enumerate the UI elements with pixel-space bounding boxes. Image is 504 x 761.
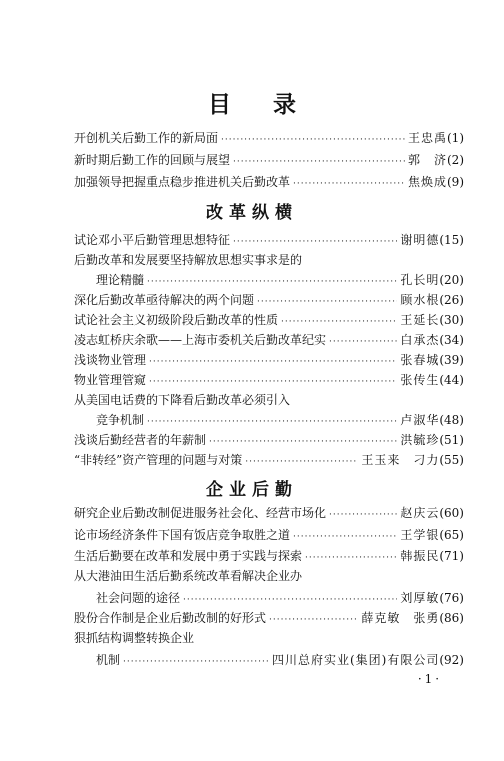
toc-entry-title: 浅谈物业管理 xyxy=(74,353,147,367)
toc-entry-page: (86) xyxy=(439,611,464,625)
toc-entry[interactable] xyxy=(74,310,464,330)
toc-entry-title-line[interactable]: 从大港油田生活后勤系统改革看解决企业办 xyxy=(74,569,303,583)
dot-leader xyxy=(269,610,358,630)
toc-entry[interactable] xyxy=(74,430,464,450)
toc-entry[interactable] xyxy=(74,503,464,523)
page-number: ·1· xyxy=(417,672,443,686)
toc-entry-title: 研究企业后勤改制促进服务社会化、经营市场化 xyxy=(74,506,327,520)
toc-entry-author: 焦焕成 xyxy=(407,175,447,189)
toc-entry-continuation[interactable] xyxy=(96,650,464,670)
toc-entry-title: 深化后勤改革亟待解决的两个问题 xyxy=(74,293,255,307)
toc-entry-continuation[interactable] xyxy=(96,410,464,430)
toc-entry-continuation[interactable] xyxy=(96,270,464,290)
toc-entry-author: 赵庆云 xyxy=(400,506,440,520)
toc-entry[interactable] xyxy=(74,150,464,170)
toc-entry[interactable] xyxy=(74,608,464,628)
toc-entry-title: 新时期后勤工作的回顾与展望 xyxy=(74,153,231,167)
dot-leader xyxy=(329,505,397,525)
section-title-reform: 改革纵横 xyxy=(206,203,298,223)
toc-entry-title: 机制 xyxy=(96,653,121,667)
toc-entry-page: (30) xyxy=(439,313,464,327)
toc-entry-page: (44) xyxy=(439,373,464,387)
dot-leader xyxy=(293,174,405,194)
toc-entry-continuation[interactable] xyxy=(96,588,464,608)
toc-entry-page: (71) xyxy=(439,549,464,563)
toc-entry-author: 顾水根 xyxy=(400,293,440,307)
dot-leader xyxy=(281,312,397,332)
toc-entry-title-line[interactable]: 狠抓结构调整转换企业 xyxy=(74,631,195,645)
dot-leader xyxy=(245,452,358,472)
toc-entry-title: “非转经”资产管理的问题与对策 xyxy=(74,453,243,467)
toc-entry[interactable] xyxy=(74,370,464,390)
toc-entry-title: 理论精髓 xyxy=(96,273,145,287)
page-title-char-2: 录 xyxy=(273,91,296,118)
dot-leader xyxy=(149,352,397,372)
toc-entry[interactable] xyxy=(74,290,464,310)
dot-leader xyxy=(257,292,397,312)
toc-entry[interactable] xyxy=(74,350,464,370)
toc-entry[interactable] xyxy=(74,230,464,250)
toc-entry-page: (51) xyxy=(439,433,464,447)
toc-entry-title: 开创机关后勤工作的新局面 xyxy=(74,131,219,145)
toc-entry-title-line[interactable]: 后勤改革和发展要坚持解放思想实事求是的 xyxy=(74,253,303,267)
dot-leader xyxy=(149,372,397,392)
toc-entry-author: 洪毓珍 xyxy=(400,433,440,447)
page-title xyxy=(0,86,504,119)
dot-leader xyxy=(183,590,397,610)
toc-entry-author: 白承杰 xyxy=(400,333,440,347)
toc-entry-page: (65) xyxy=(439,528,464,542)
toc-entry-title: 竞争机制 xyxy=(96,413,145,427)
toc-entry-title: 试论社会主义初级阶段后勤改革的性质 xyxy=(74,313,279,327)
toc-entry-author: 郭 济 xyxy=(407,153,447,167)
toc-entry-author: 薛克敏 张勇 xyxy=(361,611,440,625)
dot-leader xyxy=(293,527,397,547)
toc-entry-title: 凌志虹桥庆余歌——上海市委机关后勤改革纪实 xyxy=(74,333,327,347)
toc-entry-title: 生活后勤要在改革和发展中勇于实践与探索 xyxy=(74,549,303,563)
toc-entry-author: 四川总府实业(集团)有限公司 xyxy=(271,653,440,667)
toc-entry-title: 物业管理管窥 xyxy=(74,373,147,387)
dot-leader xyxy=(221,130,405,150)
toc-entry-title-line[interactable]: 从美国电话费的下降看后勤改革必须引入 xyxy=(74,393,291,407)
toc-entry-author: 王延长 xyxy=(400,313,440,327)
toc-entry-author: 孔长明 xyxy=(400,273,440,287)
toc-entry[interactable] xyxy=(74,128,464,148)
dot-leader xyxy=(233,152,405,172)
toc-entry-page: (34) xyxy=(439,333,464,347)
dot-leader xyxy=(209,432,397,452)
toc-entry-page: (26) xyxy=(439,293,464,307)
toc-entry-author: 张春城 xyxy=(400,353,440,367)
toc-entry-title: 浅谈后勤经营者的年薪制 xyxy=(74,433,207,447)
toc-entry[interactable] xyxy=(74,525,464,545)
toc-entry-author: 张传生 xyxy=(400,373,440,387)
toc-entry-title: 论市场经济条件下国有饭店竞争取胜之道 xyxy=(74,528,291,542)
dot-leader xyxy=(233,232,397,252)
toc-entry-title: 加强领导把握重点稳步推进机关后勤改革 xyxy=(74,175,291,189)
toc-entry[interactable] xyxy=(74,330,464,350)
toc-entry-title: 试论邓小平后勤管理思想特征 xyxy=(74,233,231,247)
dot-leader xyxy=(147,412,397,432)
toc-entry-author: 韩振民 xyxy=(400,549,440,563)
toc-entry-page: (39) xyxy=(439,353,464,367)
toc-entry-author: 谢明德 xyxy=(400,233,440,247)
toc-entry-page: (55) xyxy=(439,453,464,467)
toc-entry-author: 刘厚敏 xyxy=(400,591,440,605)
toc-entry-page: (15) xyxy=(439,233,464,247)
toc-entry-page: (2) xyxy=(447,153,464,167)
toc-entry-author: 王玉来 刁力 xyxy=(361,453,440,467)
dot-leader xyxy=(147,272,397,292)
toc-entry[interactable] xyxy=(74,450,464,470)
toc-entry-page: (1) xyxy=(447,131,464,145)
toc-entry-title: 股份合作制是企业后勤改制的好形式 xyxy=(74,611,267,625)
toc-entry-title: 社会问题的途径 xyxy=(96,591,181,605)
toc-entry-page: (48) xyxy=(439,413,464,427)
toc-entry-page: (60) xyxy=(439,506,464,520)
toc-entry[interactable] xyxy=(74,546,464,566)
toc-entry-page: (76) xyxy=(439,591,464,605)
toc-entry-page: (92) xyxy=(439,653,464,667)
page-title-char-1: 目 xyxy=(208,91,231,118)
dot-leader xyxy=(123,652,269,672)
toc-entry[interactable] xyxy=(74,172,464,192)
toc-entry-page: (9) xyxy=(447,175,464,189)
toc-entry-author: 王忠禹 xyxy=(407,131,447,145)
dot-leader xyxy=(329,332,397,352)
dot-leader xyxy=(305,548,397,568)
toc-entry-author: 王学银 xyxy=(400,528,440,542)
section-title-enterprise: 企业后勤 xyxy=(206,480,298,500)
toc-entry-author: 卢淑华 xyxy=(400,413,440,427)
toc-entry-page: (20) xyxy=(439,273,464,287)
